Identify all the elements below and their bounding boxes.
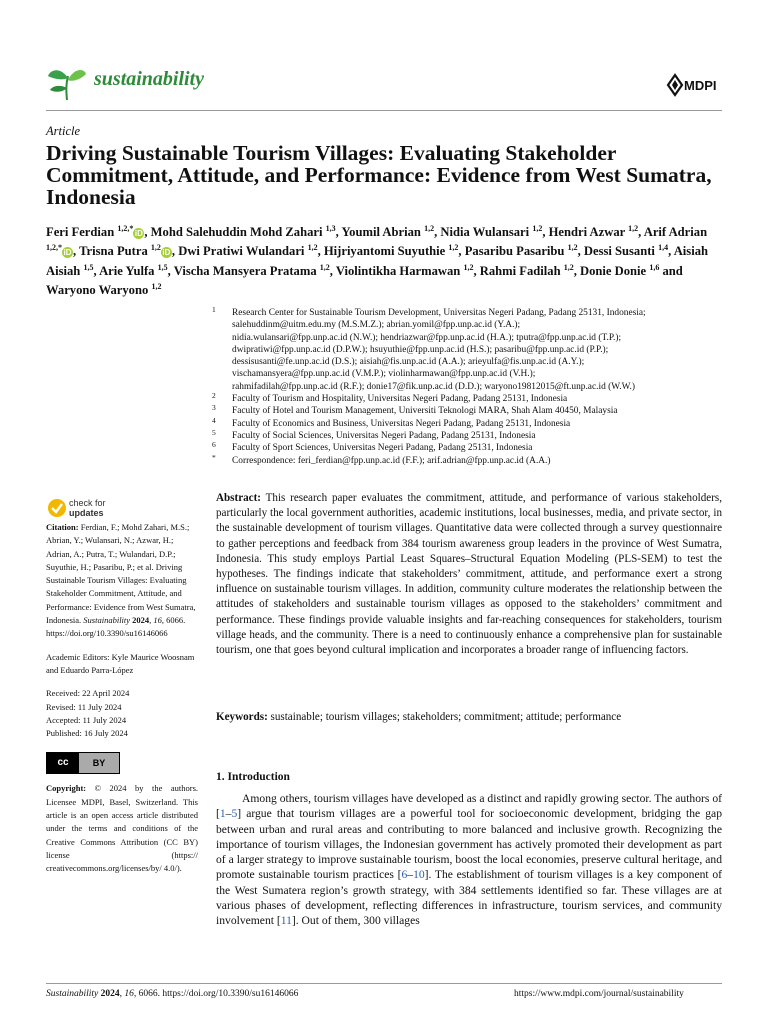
affiliation-line: Research Center for Sustainable Tourism Development, Universitas Negeri Padang, Padang 25131, Indonesia; (232, 308, 646, 318)
cc-icon: cc (47, 753, 79, 773)
copyright-block (46, 782, 198, 875)
author-name[interactable]: Trisna Putra (79, 244, 148, 259)
by-icon: BY (92, 758, 106, 769)
author-name[interactable]: Hendri Azwar (548, 225, 625, 240)
author-name[interactable]: Hijriyantomi Suyuthie (323, 244, 446, 259)
citation-text: Ferdian, F.; Mohd Zahari, M.S.; Abrian, Y.; Wulansari, N.; Azwar, H.; Adrian, A.; Putra, T.; Wulandari, D.P.; Suyuthie, H.; Pasaribu, P.; et al. Driving Sustainable Tourism Villages: Evaluating Stakeholder Commitment, Attitude, and Performance: Evidence from West Sumatra, Indonesia. (46, 522, 196, 626)
check-for-updates-label[interactable] (69, 498, 106, 518)
author-name[interactable]: Nidia Wulansari (440, 225, 530, 240)
author-name[interactable]: Vischa Mansyera Pratama (173, 263, 317, 278)
footer-journal-url[interactable]: https://www.mdpi.com/journal/sustainability (514, 989, 684, 999)
author-superscript: 1,2 (319, 262, 330, 272)
affiliation-number: 5 (212, 427, 216, 437)
author-name[interactable]: Donie Donie (580, 263, 647, 278)
author-superscript: 1,2 (563, 262, 574, 272)
footer-volume: 16 (124, 989, 134, 999)
author-superscript: 1,2 (532, 224, 543, 233)
citation-journal: Sustainability (83, 615, 131, 626)
footer-journal: Sustainability (46, 989, 99, 999)
affiliation-line: Correspondence: feri_ferdian@fpp.unp.ac.id (F.F.); arif.adrian@fpp.unp.ac.id (A.A.) (232, 455, 551, 466)
intro-text: – (407, 868, 414, 882)
author-name[interactable]: Aisiah Aisiah (46, 244, 708, 278)
citation-pages: , 6066. (161, 615, 186, 626)
footer-divider (46, 983, 722, 984)
author-name[interactable]: Dessi Susanti (583, 244, 655, 259)
published-date: Published: 16 July 2024 (46, 728, 128, 739)
header-divider (46, 110, 722, 111)
keywords (216, 711, 722, 723)
author-superscript: 1,2 (567, 243, 578, 253)
affiliation-line: vischamansyera@fpp.unp.ac.id (V.M.P.); violinharmawan@fpp.unp.ac.id (V.H.); (232, 369, 536, 380)
citation-link[interactable]: 6 (401, 868, 408, 882)
author-superscript: 1,3 (325, 224, 336, 233)
affiliation-item (212, 452, 724, 467)
author-name[interactable]: Arie Yulfa (99, 263, 155, 278)
author-name[interactable]: Waryono Waryono (46, 283, 149, 298)
received-date: Received: 22 April 2024 (46, 688, 130, 699)
author-name[interactable]: Youmil Abrian (341, 225, 421, 240)
affiliation-number: 3 (212, 403, 216, 413)
affiliation-line: Faculty of Hotel and Tourism Management, Universiti Teknologi MARA, Shah Alam 40450, Malaysia (232, 406, 618, 417)
affiliation-line: Faculty of Social Sciences, Universitas Negeri Padang, Padang 25131, Indonesia (232, 430, 536, 441)
affiliation-number: 4 (212, 415, 216, 425)
author-name[interactable]: Pasaribu Pasaribu (464, 244, 565, 259)
affiliation-item (212, 442, 724, 454)
check-updates-line2: updates (69, 508, 104, 518)
affiliations-list (212, 307, 724, 467)
citation-year: 2024 (132, 615, 150, 626)
author-list: Feri Ferdian $^{1,2,*}$iD , Mohd Salehuddin Mohd Zahari $^{1,3}$, Youmil Abrian $^{1,2}$, Nidia Wulansari $^{1,2}$, Hendri Azwar $^{1,2}$, Arif Adrian $^{1,2,*}$iD , Trisna Putra $^{1,2}$iD , Dwi Pratiwi Wulandari $^{1,2}$, Hijriyantomi Suyuthie $^{1,2}$, Pasaribu Pasaribu $^{1,2}$, Dessi Susanti $^{1,4}$, Aisiah Aisiah $^{1,5}$, Arie Yulfa $^{1,5}$, Vischa Mansyera Pratama $^{1,2}$, Violintikha Harmawan $^{1,2}$, Rahmi Fadilah $^{1,2}$, Donie Donie $^{1,6}$ and Waryono Waryono $^{1,2}$ (46, 224, 708, 298)
author-superscript: 1,2 (628, 224, 639, 233)
article-type: Article (46, 124, 81, 138)
author-superscript: 1,2 (463, 262, 474, 272)
author-name[interactable]: Feri Ferdian (46, 225, 115, 240)
citation-link[interactable]: 1 (219, 807, 226, 821)
intro-text: ]. The establishment of tourism villages is a key component of the West Sumatera region’s growth strategy, with 384 settlements identified so far. These villages are at various phases of development, reflecting differences in infrastructure, tourism services, and community involvement [ (216, 868, 722, 928)
mdpi-logo-icon[interactable] (664, 70, 720, 100)
article-info-sidebar (46, 521, 198, 876)
affiliation-line: salehuddinm@uitm.edu.my (M.S.M.Z.); abrian.yomil@fpp.unp.ac.id (Y.A.); (232, 320, 521, 331)
article-title: Driving Sustainable Tourism Villages: Evaluating Stakeholder Commitment, Attitude, and Performance: Evidence from West Sumatra, Indonesia (46, 141, 712, 209)
affiliation-number: 2 (212, 391, 216, 401)
intro-text: ]. Out of them, 300 villages (291, 914, 420, 928)
affiliation-line: Faculty of Tourism and Hospitality, Universitas Negeri Padang, Padang 25131, Indonesia (232, 394, 568, 405)
mdpi-logo-text: MDPI (684, 78, 717, 93)
affiliation-number: 1 (212, 305, 216, 314)
citation-label: Citation: (46, 522, 79, 532)
abstract-label: Abstract: (216, 492, 261, 504)
footer-citation: Sustainability 2024, 16, 6066. https://doi.org/10.3390/su16146066 (46, 989, 299, 999)
keywords-text: sustainable; tourism villages; stakeholders; commitment; attitude; performance (270, 711, 622, 723)
footer-doi[interactable]: , 6066. https://doi.org/10.3390/su16146066 (133, 989, 299, 999)
affiliation-line: dessisusanti@fe.unp.ac.id (D.S.); aisiah@fis.unp.ac.id (A.A.); arieyulfa@fis.unp.ac.id (A.Y.); (232, 357, 585, 368)
affiliation-line: rahmifadilah@fpp.unp.ac.id (R.F.); donie17@fik.unp.ac.id (D.D.); waryono19812015@ft.unp.ac.id (W.W.) (232, 381, 636, 392)
author-name[interactable]: Rahmi Fadilah (479, 263, 561, 278)
section-heading-introduction: 1. Introduction (216, 771, 290, 783)
citation-link[interactable]: 10 (413, 868, 425, 882)
check-updates-line1: check for (69, 498, 106, 508)
citation-link[interactable]: 5 (231, 807, 238, 821)
accepted-date: Accepted: 11 July 2024 (46, 714, 127, 725)
sustainability-leaf-logo-icon (46, 62, 88, 102)
citation-doi-link[interactable]: https://doi.org/10.3390/su16146066 (46, 628, 168, 639)
citation-block: Citation: Ferdian, F.; Mohd Zahari, M.S.; Abrian, Y.; Wulansari, N.; Azwar, H.; Adrian, A.; Putra, T.; Wulandari, D.P.; Suyuthie, H.; Pasaribu, P.; et al. Driving Sustainable Tourism Villages: Evaluating Stakeholder Commitment, Attitude, and Performance: Evidence from West Sumatra, Indonesia. Sustainability 2024, 16, 6066. https://doi.org/10.3390/su16146066 (46, 522, 196, 639)
intro-text: Among others, tourism villages have developed as a distinct and rapidly growing sector. The authors of [ (216, 792, 722, 821)
journal-name[interactable]: sustainability (94, 68, 205, 90)
intro-text: – (225, 807, 232, 821)
author-name[interactable]: Dwi Pratiwi Wulandari (178, 244, 305, 259)
author-name[interactable]: Arif Adrian (643, 225, 708, 240)
orcid-icon[interactable]: iD (134, 228, 143, 238)
affiliation-number: * (212, 452, 216, 462)
intro-text: ] argue that tourism villages are a powerful tool for socioeconomic development, bridging the gap between urban and rural areas and contributing to more balanced and inclusive growth. Recognizing the importance of tourism villages, the Indonesian government has actively promoted their development as part of a larger strategy to improve sustainable tourism, boost the local economies, preserve cultural heritage, and promote sustainable tourism practices [ (216, 807, 722, 882)
affiliation-line: Faculty of Economics and Business, Universitas Negeri Padang, Padang 25131, Indonesia (232, 418, 571, 429)
author-superscript: 1,4 (658, 243, 669, 253)
author-superscript: 1,2 (448, 243, 459, 253)
citation-link[interactable]: 11 (280, 914, 292, 928)
affiliation-item (212, 393, 724, 405)
author-superscript: 1,5 (157, 262, 168, 272)
affiliation-number: 6 (212, 440, 216, 450)
keywords-label: Keywords: (216, 711, 268, 723)
footer-year: 2024 (100, 989, 120, 999)
affiliation-item (212, 415, 724, 430)
affiliation-item (212, 405, 724, 417)
copyright-text: © 2024 by the authors. Licensee MDPI, Basel, Switzerland. This article is an open access article distributed under the terms and conditions of the Creative Commons Attribution (CC BY) license (https:// creativecommons.org/licenses/by/ 4.0/). (46, 783, 199, 874)
orcid-icon[interactable]: iD (63, 248, 72, 258)
abstract-text: This research paper evaluates the commitment, attitude, and performance of various stakeholders, particularly the local government authorities, academic institutions, local businesses, media, and private sector, in the sustainable development of tourism villages. Quantitative data were collected through a survey questionnaire to gather perceptions and feedback from 384 tourism awareness group leaders in the province of West Sumatra, Indonesia. This study employs Partial Least Squares–Structural Equation Modeling (PLS-SEM) to test the hypotheses. The findings indicate that stakeholders’ commitment, attitude, and performance exert a strong influence on sustainable tourism villages. In addition, community culture moderates the relationship between the attitudes of stakeholders and sustainable tourism villages as opposed to the stakeholders’ commitment and performance. These findings provide valuable insights and far-reaching consequences for stakeholders, tourism village heads, and the community. There is a need to continuously enhance a comprehensive plan for sustainable tourism, one that goes beyond cultural implication and incorporates a broader range of influencing factors. (216, 492, 722, 657)
revised-date: Revised: 11 July 2024 (46, 701, 122, 712)
introduction-paragraph (216, 791, 722, 929)
author-superscript: 1,2 (150, 243, 161, 253)
author-superscript: 1,2,* (117, 224, 134, 233)
academic-editors: Academic Editors: Kyle Maurice Woosnam and Eduardo Parra-López (46, 651, 195, 675)
affiliation-line: Faculty of Sport Sciences, Universitas Negeri Padang, Padang 25131, Indonesia (232, 443, 533, 454)
abstract (216, 491, 722, 658)
author-superscript: 1,2 (424, 224, 435, 233)
cc-by-license-badge[interactable] (46, 752, 120, 774)
author-superscript: 1,2,* (46, 243, 62, 253)
affiliation-line: nidia.wulansari@fpp.unp.ac.id (N.W.); hendriazwar@fpp.unp.ac.id (H.A.); tputra@fpp.unp.ac.id (T.P.); (232, 332, 622, 343)
orcid-icon[interactable]: iD (162, 248, 171, 258)
author-superscript: 1,6 (649, 262, 660, 272)
affiliation-item (212, 427, 724, 442)
author-superscript: 1,2 (307, 243, 318, 253)
author-name[interactable]: Violintikha Harmawan (335, 263, 461, 278)
copyright-label: Copyright: (46, 783, 87, 794)
author-superscript: 1,5 (83, 262, 94, 272)
author-name[interactable]: Mohd Salehuddin Mohd Zahari (150, 225, 323, 240)
affiliation-item (212, 307, 724, 393)
affiliation-line: dwipratiwi@fpp.unp.ac.id (D.P.W.); hsuyuthie@fpp.unp.ac.id (H.S.); pasaribu@fpp.unp.ac.id (P.P.); (232, 344, 609, 355)
citation-volume: 16 (153, 615, 162, 626)
author-superscript: 1,2 (151, 282, 162, 292)
